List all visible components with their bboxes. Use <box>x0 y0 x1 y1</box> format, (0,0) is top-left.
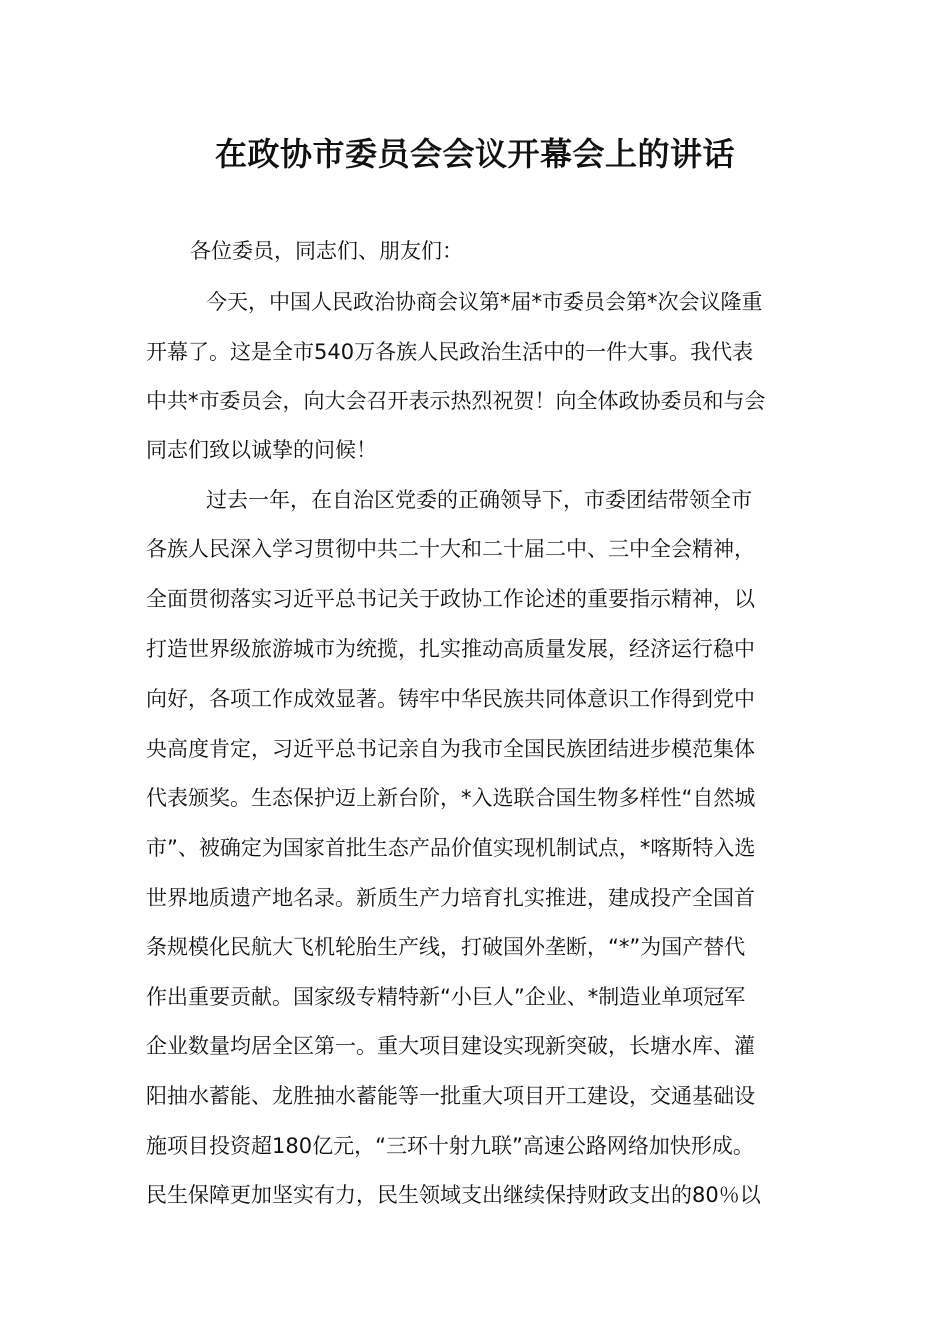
paragraph-2-line-7: 代表颁奖。生态保护迈上新台阶，*入选联合国生物多样性“自然城 <box>146 786 756 810</box>
document-title: 在政协市委员会会议开幕会上的讲话 <box>214 135 735 173</box>
paragraph-2-line-15: 民生保障更加坚实有力，民生领域支出继续保持财政支出的80％以 <box>146 1183 761 1207</box>
paragraph-2-line-10: 条规模化民航大飞机轮胎生产线，打破国外垄断，“*”为国产替代 <box>146 935 746 959</box>
salutation-line: 各位委员，同志们、朋友们： <box>190 239 463 263</box>
paragraph-2-line-12: 企业数量均居全区第一。重大项目建设实现新突破，长塘水库、灌 <box>146 1034 755 1058</box>
paragraph-2-line-8: 市”、被确定为国家首批生态产品价值实现机制试点，*喀斯特入选 <box>146 836 756 860</box>
paragraph-2-line-4: 打造世界级旅游城市为统揽，扎实推动高质量发展，经济运行稳中 <box>146 637 755 661</box>
paragraph-1-line-1: 今天，中国人民政治协商会议第*届*市委员会第*次会议隆重 <box>206 290 763 314</box>
paragraph-2-line-9: 世界地质遗产地名录。新质生产力培育扎实推进，建成投产全国首 <box>146 886 755 910</box>
paragraph-1-line-4: 同志们致以诚挚的问候！ <box>146 438 377 462</box>
paragraph-1-line-2: 开幕了。这是全市540万各族人民政治生活中的一件大事。我代表 <box>146 340 754 364</box>
paragraph-2-line-14: 施项目投资超180亿元，“三环十射九联”高速公路网络加快形成。 <box>146 1134 754 1158</box>
paragraph-2-line-11: 作出重要贡献。国家级专精特新“小巨人”企业、*制造业单项冠军 <box>146 985 746 1009</box>
paragraph-2-line-2: 各族人民深入学习贯彻中共二十大和二十届二中、三中全会精神， <box>146 537 755 561</box>
paragraph-2-line-3: 全面贯彻落实习近平总书记关于政协工作论述的重要指示精神，以 <box>146 587 755 611</box>
paragraph-2-line-1: 过去一年，在自治区党委的正确领导下，市委团结带领全市 <box>206 488 752 512</box>
paragraph-2-line-5: 向好，各项工作成效显著。铸牢中华民族共同体意识工作得到党中 <box>146 687 755 711</box>
paragraph-2-line-13: 阳抽水蓄能、龙胜抽水蓄能等一批重大项目开工建设，交通基础设 <box>146 1084 755 1108</box>
paragraph-1-line-3: 中共*市委员会，向大会召开表示热烈祝贺！向全体政协委员和与会 <box>146 389 766 413</box>
paragraph-2-line-6: 央高度肯定，习近平总书记亲自为我市全国民族团结进步模范集体 <box>146 737 755 761</box>
